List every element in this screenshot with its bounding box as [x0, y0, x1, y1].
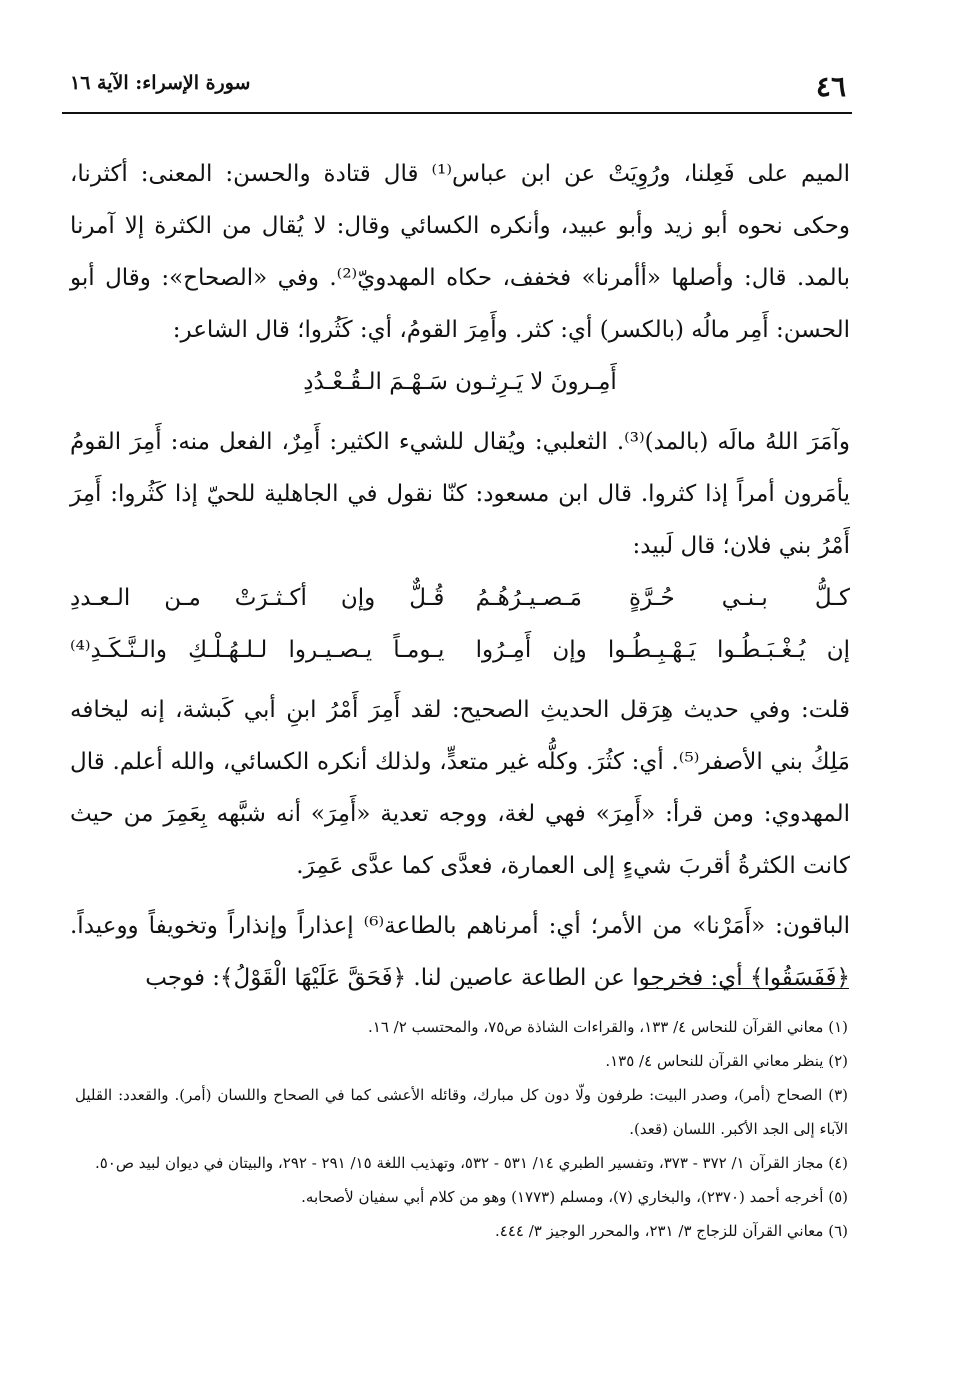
- running-title: سورة الإسراء: الآية ١٦: [70, 72, 251, 94]
- footnote-4: (٤) مجاز القرآن ١/ ٣٧٢ - ٣٧٣، وتفسير الطبري ١٤/ ٥٣١ - ٥٣٢، وتهذيب اللغة ١٥/ ٢٩١ - ٢٩٢، والبيتان في ديوان لبيد ص٥٠.: [94, 1154, 848, 1172]
- page-number: ٤٦: [815, 70, 846, 103]
- footnote-separator: [644, 988, 849, 989]
- main-text: [70, 148, 850, 1004]
- footnotes: [75, 1010, 848, 1248]
- verse-line: أَمِـرونَ لا يَـرِثـون سَـهْـمَ الـقُـعْـدُدِ: [303, 369, 617, 395]
- page-header: [62, 70, 852, 114]
- footnote-1: (١) معاني القرآن للنحاس ٤/ ١٣٣، والقراءات الشاذة ص٧٥، والمحتسب ٢/ ١٦.: [368, 1018, 848, 1036]
- poem-couplet-2: [70, 624, 850, 676]
- header-rule: [62, 112, 852, 114]
- footnote-5: (٥) أخرجه أحمد (٢٣٧٠)، والبخاري (٧)، ومسلم (١٧٧٣) وهو من كلام أبي سفيان لأصحابه.: [301, 1188, 848, 1206]
- footnote-3: (٣) الصحاح (أمر)، وصدر البيت: طرفون ولّا دون كل مبارك، وقائله الأعشى كما في الصحاح واللسان (أمر). والقعدد: القليل الآباء إلى الجد الأكبر. اللسان (قعد).: [75, 1086, 848, 1138]
- poem-couplet-1: [70, 572, 850, 624]
- hemistich-second: يـومـاً يـصـيـروا لـلـهُـلْـكِ والـنَّـكَـدِ⁽⁴⁾: [70, 637, 445, 663]
- footnote-2: (٢) ينظر معاني القرآن للنحاس ٤/ ١٣٥.: [605, 1052, 848, 1070]
- paragraph-2: وآمَرَ اللهُ مالَه (بالمد)⁽³⁾. الثعلبي: ويُقال للشيء الكثير: أَمِرٌ، الفعل منه: أَمِرَ القومُ يأمَرون أمراً إذا كثروا. قال ابن مسعود: كنّا نقول في الجاهلية للحيّ إذا كَثُروا: أَمِرَ أَمْرُ بني فلان؛ قال لَبيد:: [70, 429, 850, 559]
- hemistich-first: إن يُـغْـبَـطُـوا يَـهْـبِـطُـوا وإن أَمِـرُوا: [475, 637, 850, 663]
- paragraph-3: قلت: وفي حديث هِرَقل الحديثِ الصحيح: لقد أَمِرَ أَمْرُ ابنِ أبي كَبشة، إنه ليخافه مَلِكُ بني الأصفر⁽⁵⁾. أي: كثُرَ. وكلُّه غير متعدٍّ، ولذلك أنكره الكسائي، والله أعلم. قال المهدوي: ومن قرأ: «أَمِرَ» فهي لغة، ووجه تعدية «أَمِرَ» أنه شبَّهه بِعَمِرَ من حيث كانت الكثرةُ أقربَ شيءٍ إلى العمارة، فعدَّى كما عدَّى عَمِرَ.: [70, 697, 851, 879]
- paragraph-1: الميم على فَعِلنا، ورُوِيَتْ عن ابن عباس⁽¹⁾ قال قتادة والحسن: المعنى: أكثرنا، وحكى نحوه أبو زيد وأبو عبيد، وأنكره الكسائي وقال: لا يُقال من الكثرة إلا آمرنا بالمد. قال: وأصلها «أأمرنا» فخفف، حكاه المهدويّ⁽²⁾. وفي «الصحاح»: وقال أبو الحسن: أَمِر مالُه (بالكسر) أي: كثر. وأَمِرَ القومُ، أي: كَثُروا؛ قال الشاعر:: [70, 161, 850, 343]
- hemistich-second: قُـلٌّ وإن أكـثـرَتْ مـن الـعـددِ: [70, 585, 445, 611]
- hemistich-first: كـلُّ بـنـي حُـرَّةٍ مَـصـيـرُهُـمُ: [475, 585, 850, 611]
- footnote-6: (٦) معاني القرآن للزجاج ٣/ ٢٣١، والمحرر الوجيز ٣/ ٤٤٤.: [495, 1222, 848, 1240]
- paragraph-4: الباقون: «أَمَرْنا» من الأمر؛ أي: أمرناهم بالطاعة⁽⁶⁾ إعذاراً وإنذاراً وتخويفاً ووعيداً. ﴿فَفَسَقُوا﴾ أي: فخرجوا عن الطاعة عاصين لنا. ﴿فَحَقَّ عَلَيْهَا الْقَوْلُ﴾: فوجب: [70, 913, 850, 991]
